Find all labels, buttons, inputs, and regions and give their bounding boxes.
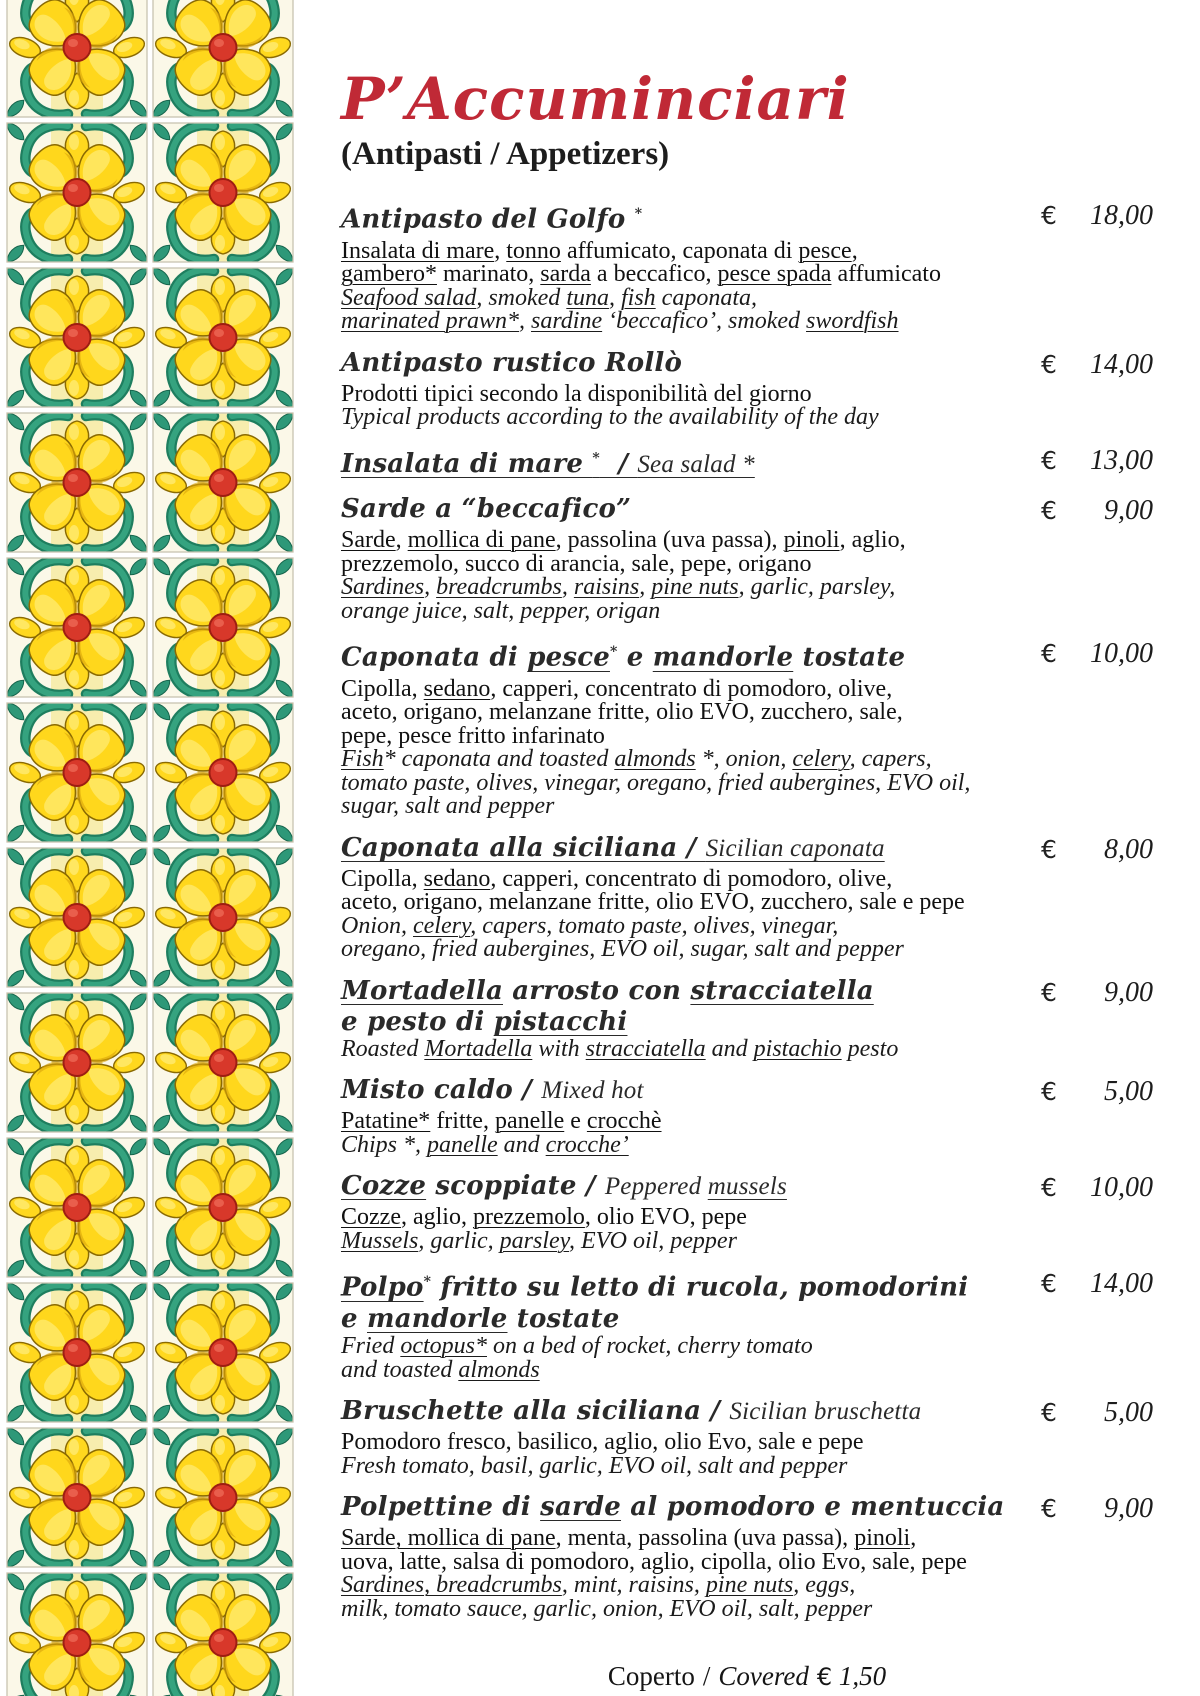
item-header — [341, 199, 1153, 236]
cover-charge-label-en: Covered — [718, 1661, 809, 1692]
price-amount: 18,00 — [1090, 200, 1153, 231]
item-ingredients-italian: Cipolla, sedano, capperi, concentrato di pomodoro, olive, aceto, origano, melanzane fritte, olio EVO, zucchero, sale e pepe — [341, 865, 965, 916]
menu-item-insalata-di-mare — [341, 444, 1153, 481]
price-amount: 13,00 — [1090, 444, 1153, 476]
item-price — [1041, 977, 1153, 1009]
menu-page — [341, 66, 1153, 1692]
menu-item-antipasto-rustico-rollo — [341, 348, 1153, 430]
cover-charge-note — [341, 1661, 1153, 1692]
item-ingredients-italian: Prodotti tipici secondo la disponibilità del giorno — [341, 380, 812, 407]
euro-sign: € — [1041, 201, 1057, 230]
item-ingredients-english: Mussels, garlic, parsley, EVO oil, pepper — [341, 1227, 737, 1254]
item-ingredients-english: Roasted Mortadella with stracciatella and pistachio pesto — [341, 1035, 899, 1062]
euro-sign: € — [1041, 496, 1057, 526]
euro-sign: € — [1041, 1494, 1057, 1524]
item-ingredients-italian: Insalata di mare, tonno affumicato, caponata di pesce, gambero* marinato, sarda a beccafico, pesce spada affumicato — [341, 237, 941, 288]
menu-item-bruschette-alla-siciliana — [341, 1396, 1153, 1478]
item-ingredients-english: Typical products according to the availability of the day — [341, 404, 879, 431]
item-ingredients-english: Sardines, breadcrumbs, raisins, pine nuts, garlic, parsley, orange juice, salt, pepper, origan — [341, 574, 896, 624]
item-price — [1041, 1268, 1153, 1300]
item-ingredients-italian: Patatine* fritte, panelle e crocchè — [341, 1108, 662, 1135]
price-amount: 9,00 — [1104, 976, 1153, 1008]
euro-sign: € — [1041, 977, 1057, 1007]
item-name: Polpo* fritto su letto di rucola, pomodorini e mandorle tostate — [341, 1273, 969, 1335]
item-header — [341, 976, 1153, 1038]
euro-sign: € — [1041, 1173, 1057, 1203]
menu-item-caponata-alla-siciliana — [341, 833, 1153, 962]
item-header — [341, 494, 1153, 525]
item-ingredients-italian: Sarde, mollica di pane, passolina (uva passa), pinoli, aglio, prezzemolo, succo di arancia, sale, pepe, origano — [341, 527, 906, 577]
cover-charge-amount: 1,50 — [838, 1661, 887, 1692]
item-name: Sarde a “beccafico” — [341, 494, 632, 525]
item-price — [1041, 495, 1153, 527]
item-price — [1041, 1397, 1153, 1429]
price-amount: 14,00 — [1090, 348, 1153, 380]
item-ingredients-english: Sardines, breadcrumbs, mint, raisins, pine nuts, eggs, milk, tomato sauce, garlic, onion, EVO oil, salt, pepper — [341, 1572, 873, 1622]
menu-item-mortadella-arrosto — [341, 976, 1153, 1062]
item-header — [341, 444, 1153, 481]
item-ingredients-italian: Cozze, aglio, prezzemolo, olio EVO, pepe — [341, 1204, 747, 1231]
item-ingredients-italian: Cipolla, sedano, capperi, concentrato di pomodoro, olive, aceto, origano, melanzane fritte, olio EVO, zucchero, sale, pepe, pesce fritto infarinato — [341, 675, 903, 749]
item-name: Cozze scoppiate / Peppered mussels — [341, 1171, 787, 1202]
euro-sign: € — [1041, 1398, 1057, 1428]
item-price — [1041, 445, 1153, 477]
item-price — [1041, 834, 1153, 866]
item-name: Polpettine di sarde al pomodoro e mentuccia — [341, 1492, 1005, 1523]
item-price — [1041, 1172, 1153, 1204]
item-ingredients-english: Chips *, panelle and crocche’ — [341, 1131, 629, 1158]
euro-sign: € — [1041, 1077, 1057, 1107]
item-ingredients-english: Fried octopus* on a bed of rocket, cherry tomato and toasted almonds — [341, 1333, 813, 1383]
euro-sign: € — [1041, 349, 1057, 379]
page-title: P’Accuminciari — [341, 65, 850, 133]
item-header — [341, 833, 1153, 864]
item-ingredients-italian: Pomodoro fresco, basilico, aglio, olio Evo, sale e pepe — [341, 1429, 864, 1456]
item-name: Mortadella arrosto con stracciatella e pesto di pistacchi — [341, 975, 874, 1037]
item-ingredients-english: Fresh tomato, basil, garlic, EVO oil, salt and pepper — [341, 1452, 848, 1479]
menu-item-cozze-scoppiate — [341, 1171, 1153, 1253]
price-amount: 9,00 — [1104, 495, 1153, 527]
item-price — [1041, 200, 1153, 232]
menu-item-polpettine-di-sarde — [341, 1492, 1153, 1621]
item-name: Antipasto rustico Rollò — [341, 347, 683, 378]
euro-sign: € — [1041, 834, 1057, 864]
menu-item-misto-caldo — [341, 1075, 1153, 1157]
price-amount: 9,00 — [1104, 1493, 1153, 1525]
menu-item-caponata-di-pesce — [341, 637, 1153, 819]
euro-sign: € — [1041, 445, 1057, 475]
slash-separator: / — [702, 1661, 711, 1692]
item-header — [341, 348, 1153, 379]
price-amount: 10,00 — [1090, 638, 1153, 670]
price-amount: 5,00 — [1104, 1397, 1153, 1429]
page-subtitle: (Antipasti / Appetizers) — [341, 136, 670, 172]
menu-item-sarde-a-beccafico — [341, 494, 1153, 623]
menu-items — [341, 199, 1153, 1621]
item-name: Misto caldo / Mixed hot — [341, 1075, 644, 1106]
price-amount: 14,00 — [1090, 1268, 1153, 1300]
price-amount: 8,00 — [1104, 833, 1153, 865]
item-name: Antipasto del Golfo * — [341, 204, 643, 235]
price-amount: 10,00 — [1090, 1172, 1153, 1204]
menu-item-antipasto-del-golfo — [341, 199, 1153, 334]
euro-sign: € — [1041, 639, 1057, 669]
item-header — [341, 637, 1153, 674]
price-amount: 5,00 — [1104, 1076, 1153, 1108]
item-header — [341, 1492, 1153, 1523]
item-ingredients-italian: Sarde, mollica di pane, menta, passolina (uva passa), pinoli, uova, latte, salsa di pomodoro, aglio, cipolla, olio Evo, sale, pepe — [341, 1525, 967, 1575]
item-name: Caponata alla siciliana / Sicilian caponata — [341, 832, 885, 863]
item-price — [1041, 349, 1153, 381]
euro-sign: € — [816, 1663, 833, 1692]
item-header — [341, 1075, 1153, 1106]
item-header — [341, 1267, 1153, 1335]
item-ingredients-english: Seafood salad, smoked tuna, fish caponata, marinated prawn*, sardine ‘beccafico’, smoked swordfish — [341, 284, 899, 335]
item-price — [1041, 1076, 1153, 1108]
item-name: Caponata di pesce* e mandorle tostate — [341, 642, 906, 673]
item-name: Bruschette alla siciliana / Sicilian bruschetta — [341, 1396, 922, 1427]
item-ingredients-english: Onion, celery, capers, tomato paste, olives, vinegar, oregano, fried aubergines, EVO oil, sugar, salt and pepper — [341, 912, 904, 963]
euro-sign: € — [1041, 1269, 1057, 1299]
menu-item-polpo-fritto — [341, 1267, 1153, 1382]
cover-charge-label-it: Coperto — [607, 1661, 695, 1692]
item-ingredients-english: Fish* caponata and toasted almonds *, onion, celery, capers, tomato paste, olives, vinegar, oregano, fried aubergines, EVO oil, sugar, salt and pepper — [341, 746, 971, 820]
item-price — [1041, 638, 1153, 670]
item-price — [1041, 1493, 1153, 1525]
item-name: Insalata di mare * / Sea salad * — [341, 449, 755, 480]
item-header — [341, 1171, 1153, 1202]
item-header — [341, 1396, 1153, 1427]
majolica-tile-border — [0, 0, 300, 1696]
